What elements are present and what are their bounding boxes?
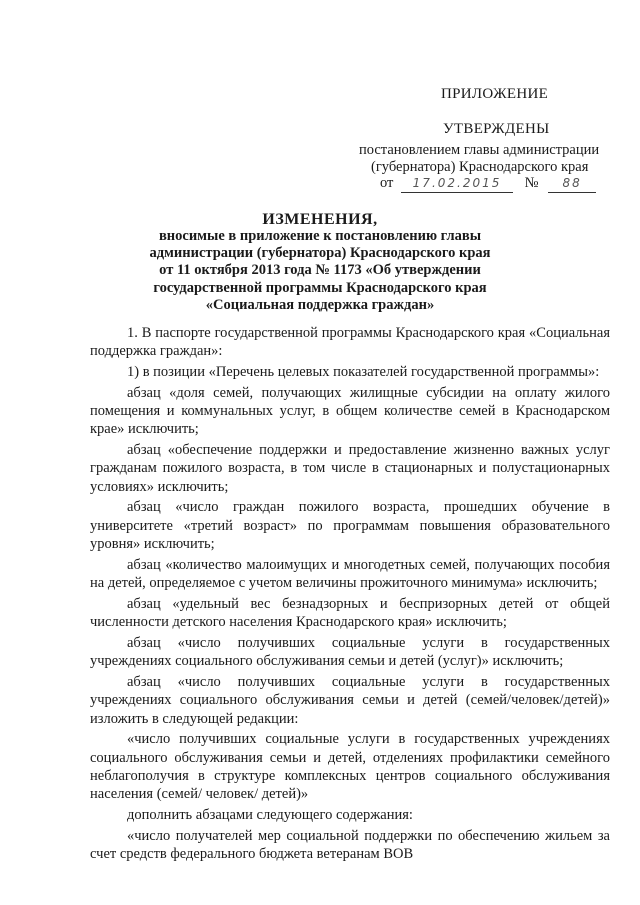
body-paragraph: абзац «число граждан пожилого возраста, прошедших обучение в университете «третий возраст» по программам повышения образовательного уровня» исключить; xyxy=(90,499,610,553)
date-field xyxy=(401,175,513,193)
body-paragraph: абзац «число получивших социальные услуги в государственных учреждениях социального обслуживания семьи и детей (услуг)» исключить; xyxy=(90,634,610,670)
body-paragraph: абзац «количество малоимущих и многодетных семей, получающих пособия на детей, определяемое с учетом величины прожиточного минимума» исключить; xyxy=(90,556,610,592)
body-paragraph: абзац «число получивших социальные услуги в государственных учреждениях социального обслуживания семьи и детей (семей/человек/детей)» изложить в следующей редакции: xyxy=(90,673,610,727)
approved-by-line-1: постановлением главы администрации xyxy=(359,142,600,158)
body-paragraph: 1) в позиции «Перечень целевых показателей государственной программы»: xyxy=(127,364,600,380)
body-paragraph: дополнить абзацами следующего содержания: xyxy=(127,807,413,824)
document-body xyxy=(90,324,610,866)
handwritten-number: 88 xyxy=(562,176,582,190)
subtitle-line: администрации (губернатора) Краснодарского края xyxy=(149,245,491,262)
body-paragraph: «число получивших социальные услуги в государственных учреждениях социального обслуживания семьи и детей, отделениях профилактики семейного неблагополучия в структуре комплексных центров социального обслуживания населения (семей/ человек/ детей)» xyxy=(90,731,610,803)
number-field xyxy=(548,175,596,193)
document-title: ИЗМЕНЕНИЯ, xyxy=(262,211,378,228)
body-paragraph: абзац «удельный вес безнадзорных и беспризорных детей от общей численности детского населения Краснодарского края» исключить; xyxy=(90,595,610,631)
subtitle-line: «Социальная поддержка граждан» xyxy=(205,296,435,313)
document-subtitle xyxy=(110,228,530,314)
number-prefix: № xyxy=(524,175,539,191)
body-paragraph: 1. В паспорте государственной программы Краснодарского края «Социальная поддержка граждан»: xyxy=(90,325,610,360)
body-paragraph: «число получателей мер социальной поддержки по обеспечению жильем за счет средств федерального бюджета ветеранам ВОВ xyxy=(90,827,610,863)
body-paragraph: абзац «обеспечение поддержки и предоставление жизненно важных услуг гражданам пожилого возраста, в том числе в стационарных и полустационарных условиях» исключить; xyxy=(90,442,610,495)
subtitle-line: от 11 октября 2013 года № 1173 «Об утверждении xyxy=(159,262,481,279)
appendix-label: ПРИЛОЖЕНИЕ xyxy=(441,86,549,102)
handwritten-date: 17.02.2015 xyxy=(412,176,502,190)
body-paragraph: абзац «доля семей, получающих жилищные субсидии на оплату жилого помещения и коммунальных услуг, в общем количестве семей в Краснодарском крае» исключить; xyxy=(90,384,610,438)
date-prefix: от xyxy=(380,175,394,191)
subtitle-line: вносимые в приложение к постановлению главы xyxy=(158,228,482,244)
date-number-row xyxy=(380,175,596,193)
subtitle-line: государственной программы Краснодарского края xyxy=(153,279,487,296)
approved-label: УТВЕРЖДЕНЫ xyxy=(443,121,550,137)
approved-by-line-2: (губернатора) Краснодарского края xyxy=(371,159,589,175)
